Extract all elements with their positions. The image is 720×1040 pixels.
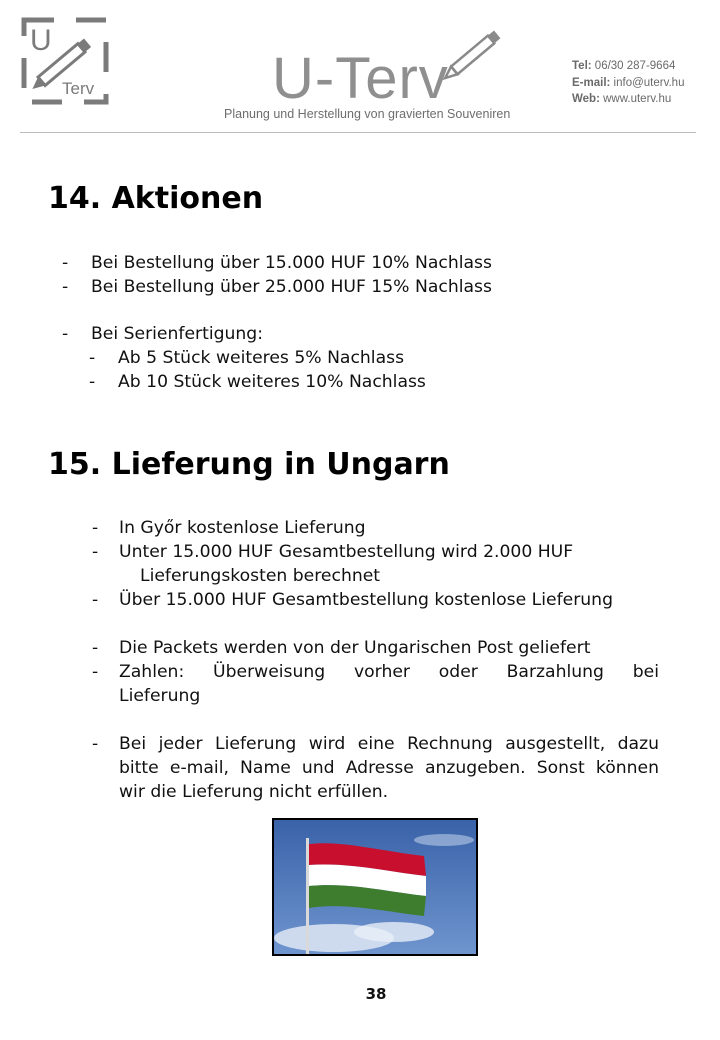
pencil-icon [440, 18, 510, 88]
list-item: - Unter 15.000 HUF Gesamtbestellung wird 2.000 HUF [92, 542, 574, 562]
list-item: - Bei Bestellung über 15.000 HUF 10% Nachlass [62, 253, 492, 273]
list-item: - Bei jeder Lieferung wird eine Rechnung ausgestellt, dazu [92, 734, 659, 754]
header-divider [20, 132, 696, 133]
tagline: Planung und Herstellung von gravierten Souveniren [224, 107, 511, 121]
company-logo [20, 16, 110, 106]
list-item: - Bei Bestellung über 25.000 HUF 15% Nachlass [62, 277, 492, 297]
section-14-title: 14. Aktionen [48, 181, 264, 216]
list-item: - Zahlen: Überweisung vorher oder Barzahlung bei [92, 662, 659, 682]
list-item: - In Győr kostenlose Lieferung [92, 518, 366, 538]
contact-web: Web: www.uterv.hu [572, 93, 672, 105]
page-number: 38 [365, 985, 387, 1003]
list-item: - Die Packets werden von der Ungarischen Post geliefert [92, 638, 591, 658]
list-item: - Ab 5 Stück weiteres 5% Nachlass [89, 348, 405, 368]
list-item-continuation: Lieferungskosten berechnet [140, 566, 381, 586]
list-item-continuation: bitte e-mail, Name und Adresse anzugeben. Sonst können [119, 758, 659, 778]
contact-email: E-mail: info@uterv.hu [572, 76, 685, 89]
brand-name: U-Terv [272, 46, 449, 111]
contact-phone: Tel: 06/30 287-9664 [572, 60, 676, 72]
contact-block [572, 58, 684, 108]
list-item-continuation: Lieferung [119, 686, 201, 706]
logo-sub: Terv [62, 79, 95, 98]
list-item: - Ab 10 Stück weiteres 10% Nachlass [89, 372, 426, 392]
hungarian-flag-image [272, 818, 478, 956]
section-15-title: 15. Lieferung in Ungarn [48, 447, 450, 482]
list-item: - Über 15.000 HUF Gesamtbestellung kostenlose Lieferung [92, 590, 613, 610]
list-item-continuation: wir die Lieferung nicht erfüllen. [119, 782, 389, 802]
list-item: - Bei Serienfertigung: [62, 324, 264, 344]
logo-letter: U [30, 24, 52, 57]
